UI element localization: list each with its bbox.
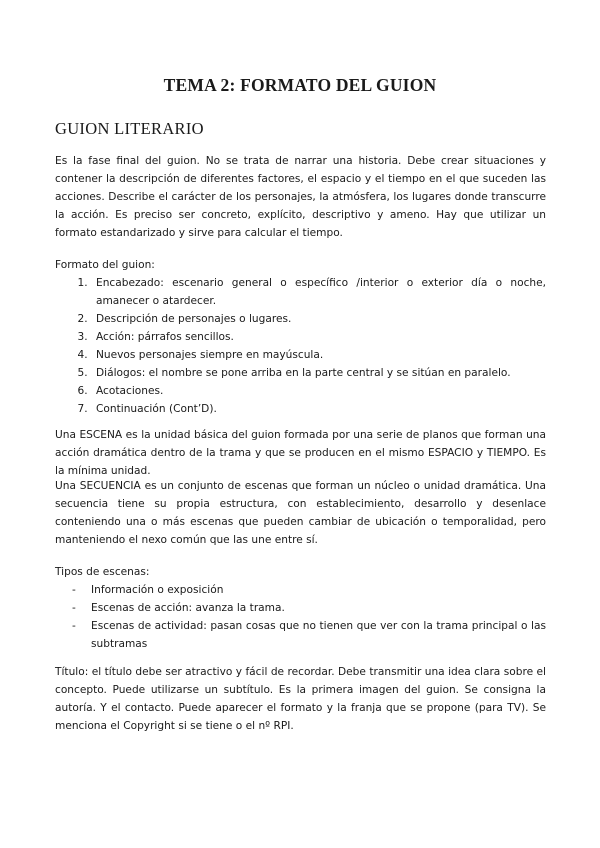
tipos-item	[55, 581, 546, 599]
format-item: 1. Encabezado: escenario general o específico /interior o exterior día o noche, amanecer o atardecer.	[91, 274, 546, 310]
intro-text: Es la fase final del guion. No se trata de narrar una historia. Debe crear situaciones y contener la descripción de diferentes factores, el espacio y el tiempo en el que suceden las acciones. Describe el carácter de los personajes, la atmósfera, los lugares donde transcurre la acción. Es preciso ser concreto, explícito, descriptivo y ameno. Hay que utilizar un formato estandarizado y sirve para calcular el tiempo.	[55, 155, 546, 239]
intro-paragraph	[55, 152, 546, 242]
format-item: 5. Diálogos: el nombre se pone arriba en la parte central y se sitúan en paralelo.	[91, 364, 546, 382]
escena-paragraph	[55, 426, 546, 480]
secuencia-paragraph	[55, 477, 546, 549]
titulo-text: Título: el título debe ser atractivo y fácil de recordar. Debe transmitir una idea clara sobre el concepto. Puede utilizarse un subtítulo. Es la primera imagen del guion. Se consigna la autoría. Y el contacto. Puede aparecer el formato y la franja que se propone (para TV). Se menciona el Copyright si se tiene o el nº RPI.	[55, 666, 546, 732]
page-title: TEMA 2: FORMATO DEL GUION	[163, 75, 437, 95]
tipos-list	[55, 581, 546, 653]
dash-bullet: -	[72, 602, 76, 614]
tipos-label: Tipos de escenas:	[55, 566, 150, 578]
format-item: 7. Continuación (Cont’D).	[91, 400, 546, 418]
dash-bullet: -	[72, 620, 76, 632]
escena-text: Una ESCENA es la unidad básica del guion formada por una serie de planos que forman una acción dramática dentro de la trama y que se producen en el mismo ESPACIO y TIEMPO. Es la mínima unidad.	[55, 429, 546, 477]
format-label: Formato del guion:	[55, 259, 155, 271]
secuencia-text: Una SECUENCIA es un conjunto de escenas que forman un núcleo o unidad dramática. Una secuencia tiene su propia estructura, con establecimiento, desarrollo y desenlace conteniendo una o más escenas que pueden cambiar de ubicación o temporalidad, pero manteniendo el nexo común que las une entre sí.	[55, 480, 546, 546]
tipos-item-text: Información o exposición	[91, 584, 224, 596]
tipos-item	[55, 599, 546, 617]
tipos-item-text: Escenas de actividad: pasan cosas que no tienen que ver con la trama principal o las subtramas	[91, 620, 546, 650]
titulo-paragraph	[55, 663, 546, 735]
format-item: 4. Nuevos personajes siempre en mayúscula.	[91, 346, 546, 364]
dash-bullet: -	[72, 584, 76, 596]
format-section	[55, 256, 546, 418]
format-list	[55, 274, 546, 418]
tipos-section	[55, 563, 546, 653]
tipos-item-text: Escenas de acción: avanza la trama.	[91, 602, 285, 614]
format-item: 6. Acotaciones.	[91, 382, 546, 400]
format-item: 2. Descripción de personajes o lugares.	[91, 310, 546, 328]
section-heading: GUION LITERARIO	[55, 119, 204, 138]
format-item: 3. Acción: párrafos sencillos.	[91, 328, 546, 346]
tipos-item	[55, 617, 546, 653]
